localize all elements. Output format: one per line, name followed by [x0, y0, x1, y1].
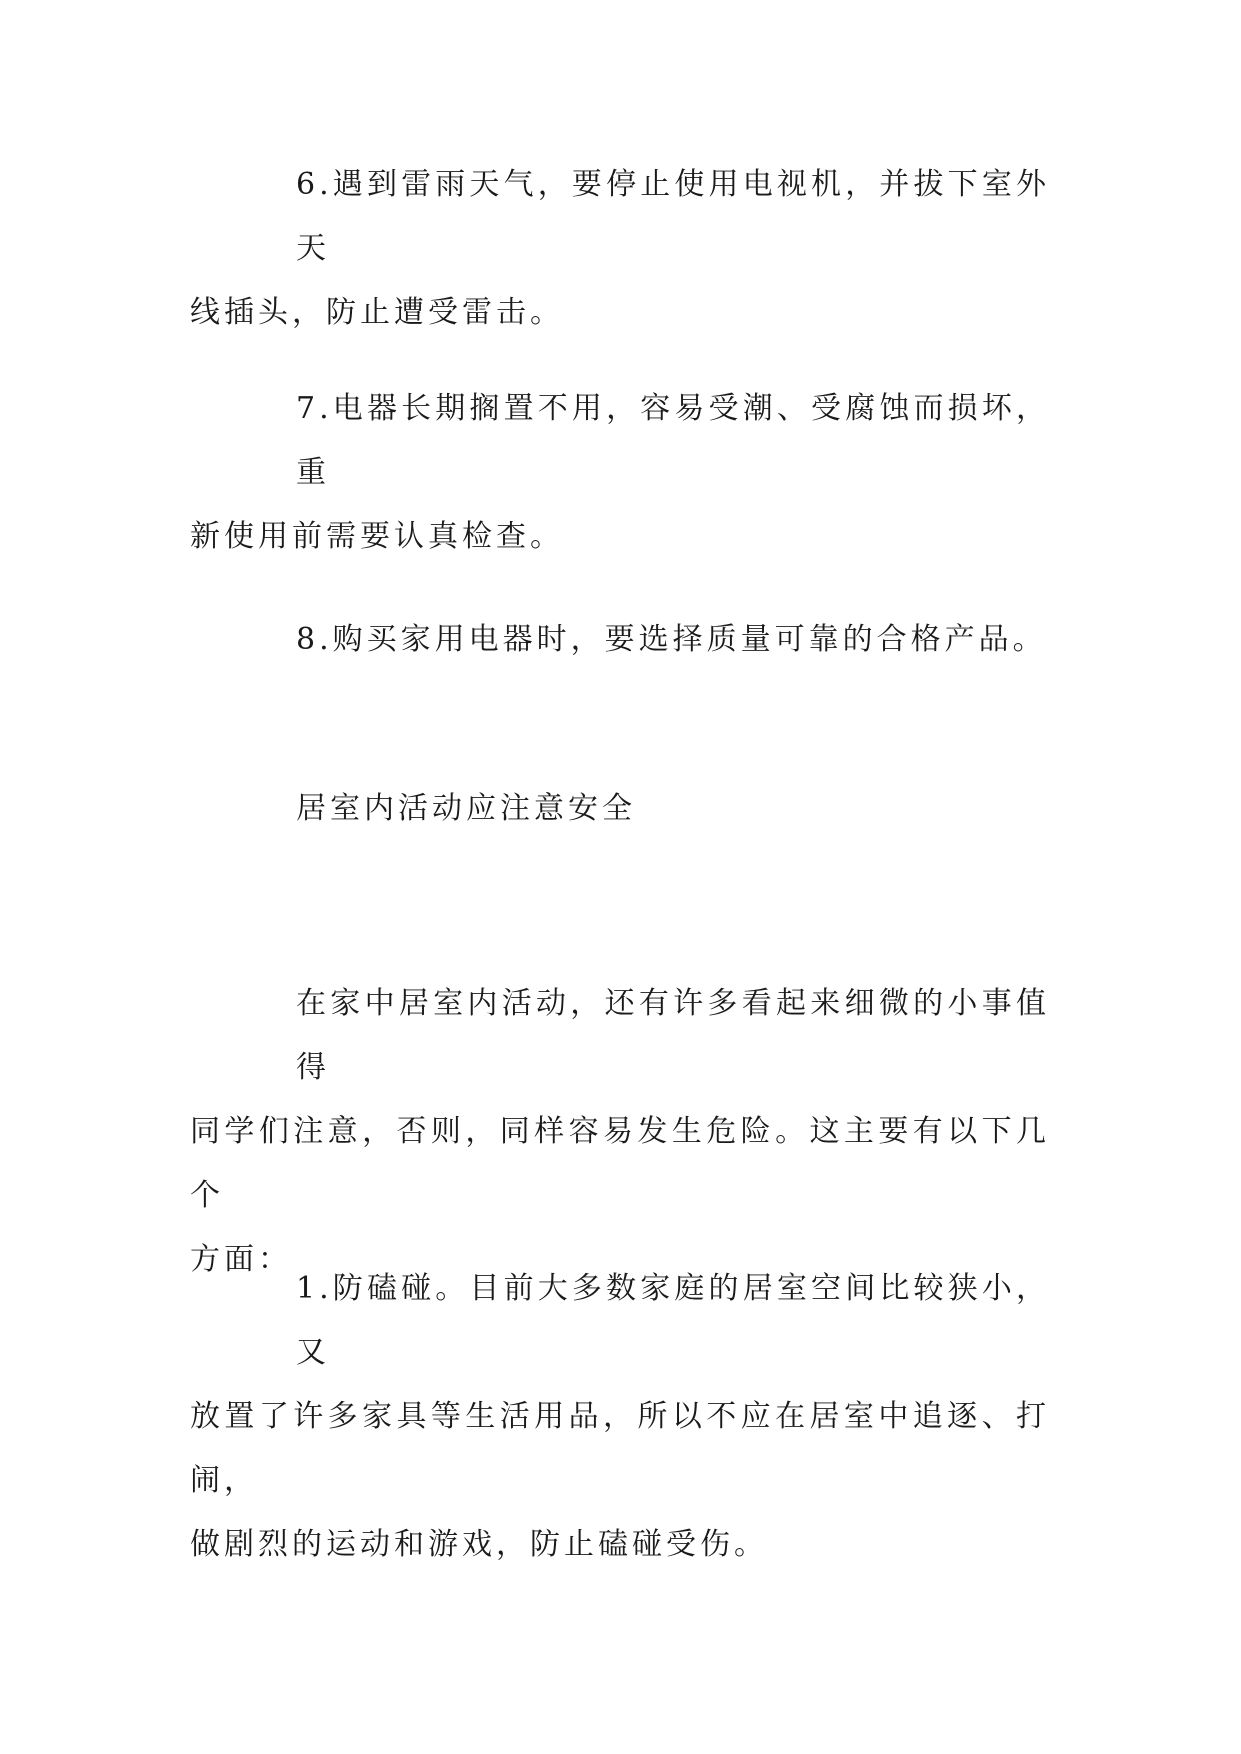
paragraph-line: 6.遇到雷雨天气，要停止使用电视机，并拔下室外天 — [296, 167, 1050, 266]
section-heading — [190, 777, 1050, 841]
paragraph-line: 新使用前需要认真检查。 — [190, 519, 564, 554]
heading-text: 居室内活动应注意安全 — [296, 791, 636, 826]
paragraph-line: 1.防磕碰。目前大多数家庭的居室空间比较狭小，又 — [296, 1271, 1050, 1370]
paragraph-line: 方面： — [190, 1242, 292, 1277]
paragraph-line: 7.电器长期搁置不用，容易受潮、受腐蚀而损坏，重 — [296, 391, 1050, 490]
paragraph-item-7 — [190, 377, 1050, 569]
paragraph-item-6 — [190, 153, 1050, 345]
paragraph-line: 做剧烈的运动和游戏，防止磕碰受伤。 — [190, 1527, 768, 1562]
paragraph-line: 同学们注意，否则，同样容易发生危险。这主要有以下几个 — [190, 1114, 1050, 1213]
paragraph-line: 8.购买家用电器时，要选择质量可靠的合格产品。 — [296, 622, 1047, 657]
paragraph-item-1 — [190, 1257, 1050, 1577]
paragraph-line: 在家中居室内活动，还有许多看起来细微的小事值得 — [296, 986, 1050, 1085]
paragraph-item-8 — [190, 608, 1050, 672]
paragraph-intro — [190, 972, 1050, 1292]
paragraph-line: 放置了许多家具等生活用品，所以不应在居室中追逐、打闹， — [190, 1399, 1050, 1498]
paragraph-line: 线插头，防止遭受雷击。 — [190, 295, 564, 330]
